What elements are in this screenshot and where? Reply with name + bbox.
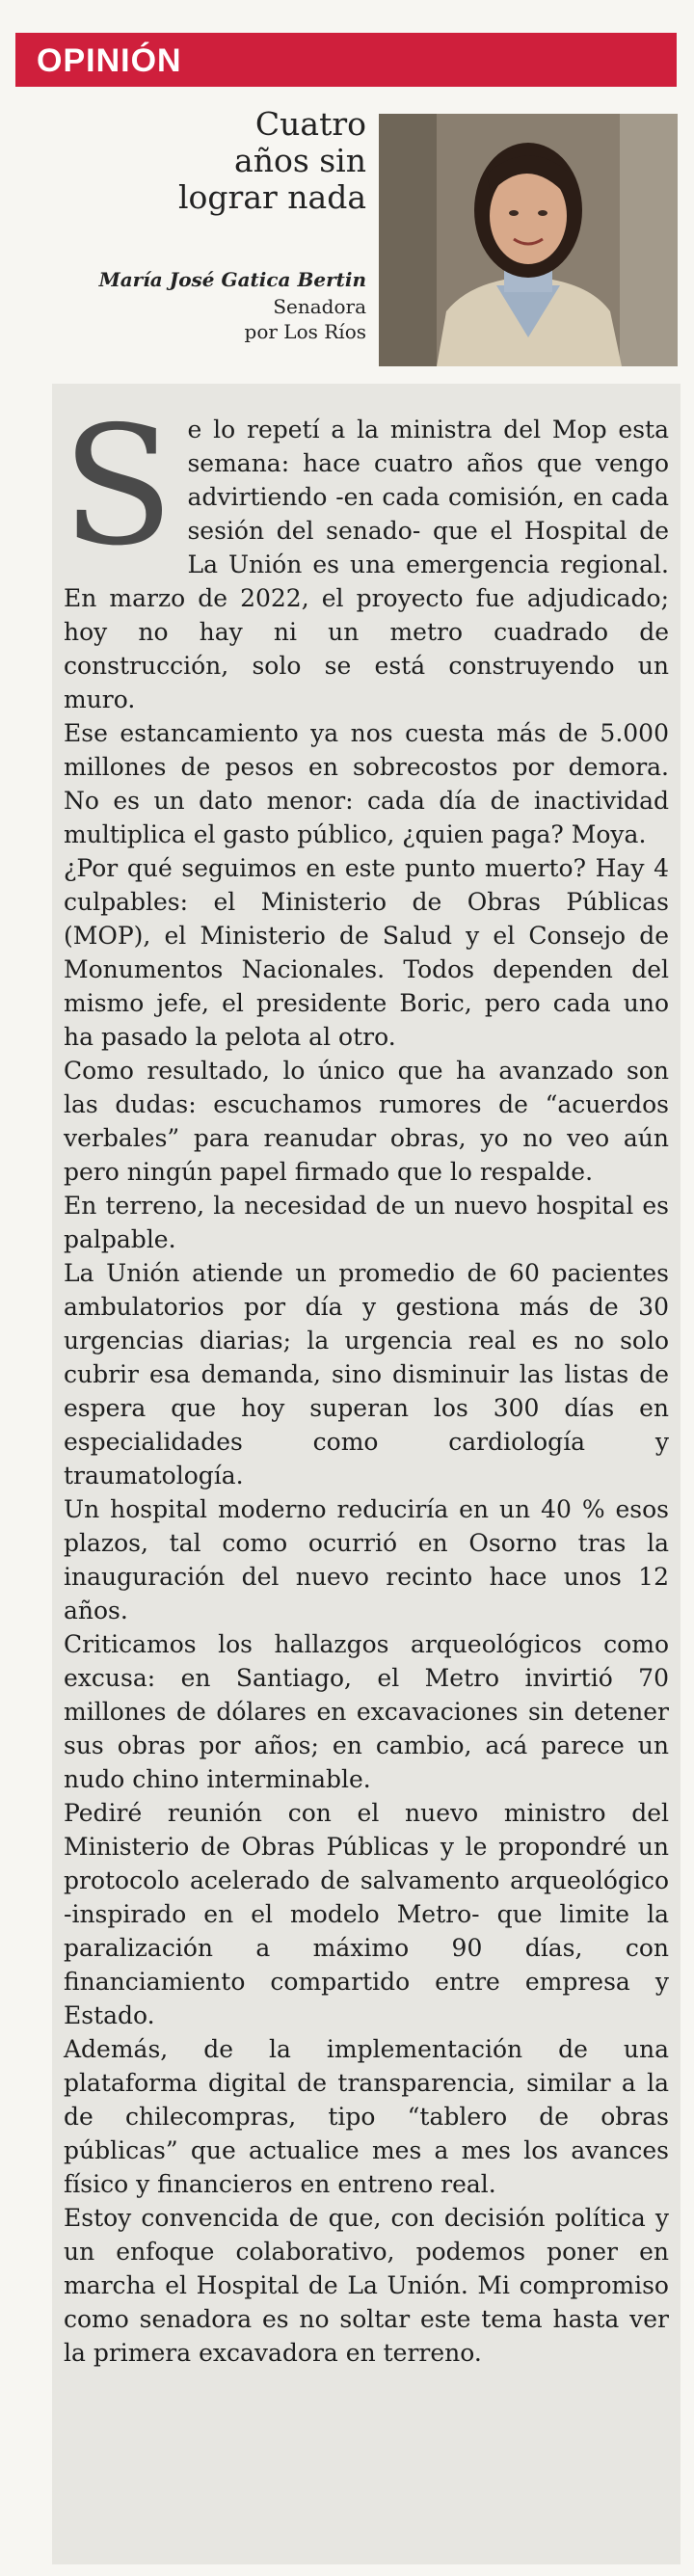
article-body — [52, 384, 681, 2564]
headline-line: Cuatro — [254, 105, 366, 143]
author-role-line: Senadora — [273, 295, 366, 318]
article-paragraph: Estoy convencida de que, con decisión política y un enfoque colaborativo, podemos poner en marcha el Hospital de La Unión. Mi compromiso como senadora es no soltar este tema hasta ver la primera excavadora en terreno. — [64, 2204, 669, 2367]
article-paragraph: En terreno, la necesidad de un nuevo hospital es palpable. — [64, 1192, 669, 1253]
author-role — [77, 294, 366, 344]
article-paragraph: ¿Por qué seguimos en este punto muerto? Hay 4 culpables: el Ministerio de Obras Públicas (MOP), el Ministerio de Salud y el Consejo de Monumentos Nacionales. Todos dependen del mismo jefe, el presidente Boric, pero cada uno ha pasado la pelota al otro. — [64, 854, 669, 1051]
drop-cap: S — [62, 391, 174, 582]
article-paragraph: Pediré reunión con el nuevo ministro del Ministerio de Obras Públicas y le propondré un protocolo acelerado de salvamento arqueológico -inspirado en el modelo Metro- que limite la paralización a máximo 90 días, con financiamiento compartido entre empresa y Estado. — [64, 1799, 669, 2029]
article-paragraph: La Unión atiende un promedio de 60 pacientes ambulatorios por día y gestiona más de 30 urgencias diarias; la urgencia real es no solo cubrir esa demanda, sino disminuir las listas de espera que hoy superan los 300 días en especialidades como cardiología y traumatología. — [64, 1259, 669, 1489]
author-photo — [379, 114, 678, 366]
article-paragraph: Además, de la implementación de una plataforma digital de transparencia, similar a la de chilecompras, tipo “tablero de obras públicas” que actualice mes a mes los avances físico y financieros en entreno real. — [64, 2035, 669, 2198]
article-text — [62, 391, 669, 2370]
article-paragraph: Ese estancamiento ya nos cuesta más de 5.000 millones de pesos en sobrecostos por demora. No es un dato menor: cada día de inactividad multiplica el gasto público, ¿quien paga? Moya. — [64, 719, 669, 848]
section-label: OPINIÓN — [37, 42, 182, 79]
article-paragraph: e lo repetí a la ministra del Mop esta semana: hace cuatro años que vengo advirtiendo -en cada comisión, en cada sesión del senado- que el Hospital de La Unión es una emergencia regional. En marzo de 2022, el proyecto fue adjudicado; hoy no hay ni un metro cuadrado de construcción, solo se está construyendo un muro. — [64, 416, 669, 713]
article-paragraph: Como resultado, lo único que ha avanzado son las dudas: escuchamos rumores de “acuerdos verbales” para reanudar obras, yo no veo aún pero ningún papel firmado que lo respalde. — [64, 1057, 669, 1186]
author-name: María José Gatica Bertin — [98, 268, 366, 291]
article-paragraph: Criticamos los hallazgos arqueológicos como excusa: en Santiago, el Metro invirtió 70 millones de dólares en excavaciones sin detener sus obras por años; en cambio, acá parece un nudo chino interminable. — [64, 1630, 669, 1793]
headline-line: años sin — [234, 142, 366, 179]
section-header — [15, 33, 677, 87]
article-paragraph: Un hospital moderno reduciría en un 40 % esos plazos, tal como ocurrió en Osorno tras la inauguración del nuevo recinto hace unos 12 años. — [64, 1495, 669, 1624]
headline-line: lograr nada — [178, 178, 366, 216]
author-role-line: por Los Ríos — [244, 320, 366, 343]
headline — [77, 106, 366, 216]
